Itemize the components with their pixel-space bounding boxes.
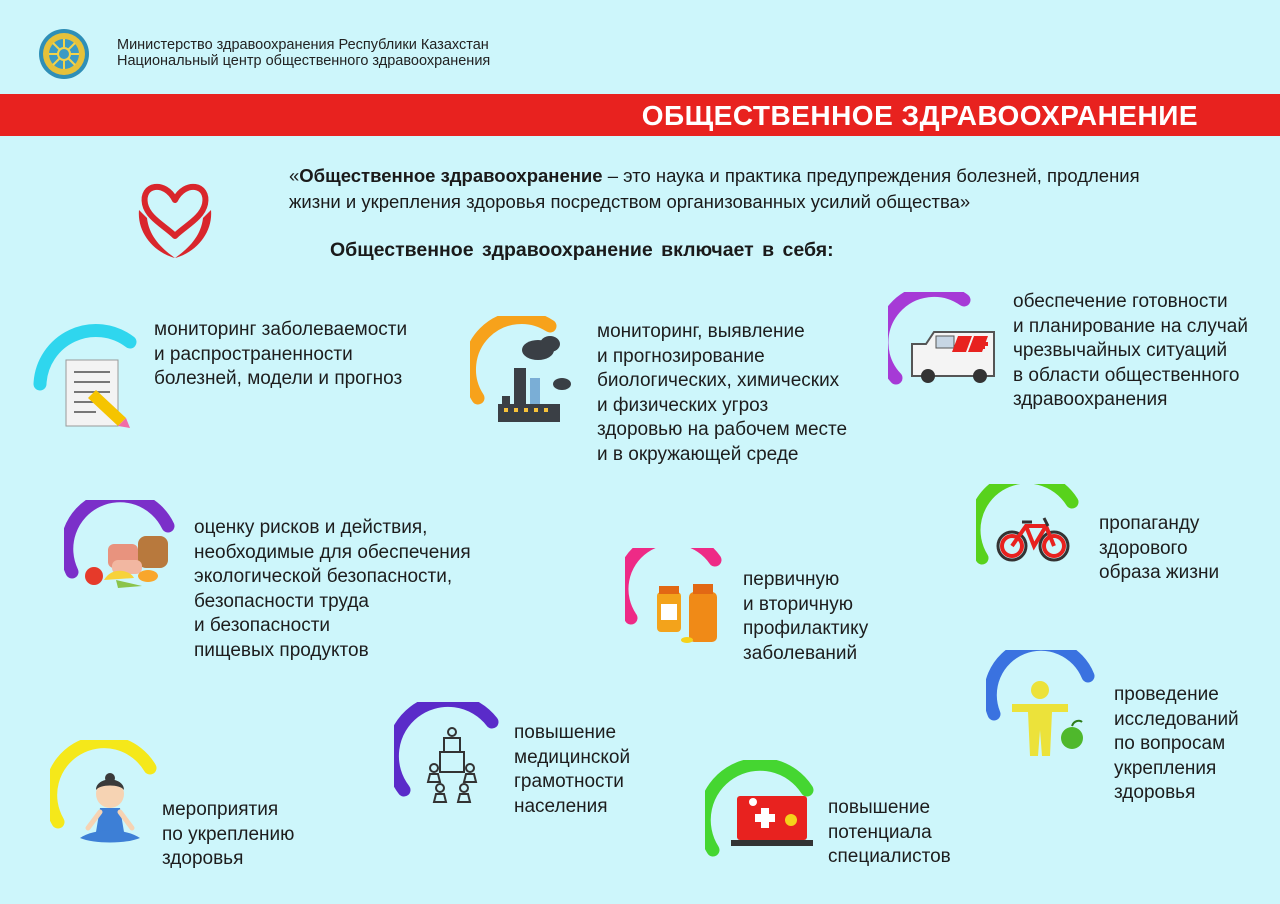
meeting-audience-icon xyxy=(428,728,476,802)
factory-pollution-icon xyxy=(498,336,571,422)
item-promotion-text: мероприятия по укреплению здоровья xyxy=(162,799,295,869)
ambulance-icon xyxy=(912,332,994,383)
item-specialists-icon-group xyxy=(705,760,815,860)
item-risk-icon-group xyxy=(64,500,184,600)
ministry-name: Министерство здравоохранения Республики Казахстан xyxy=(117,37,489,53)
document-pencil-icon xyxy=(66,360,130,428)
human-apple-icon xyxy=(1012,681,1083,756)
medicine-bottles-icon xyxy=(657,584,717,643)
quote-mark: « xyxy=(289,165,300,186)
item-healthy-lifestyle-icon-group xyxy=(976,484,1086,584)
item-prevention-text: первичную и вторичную профилактику заболеваний xyxy=(743,569,869,664)
item-monitoring-text: мониторинг заболеваемости и распространенности болезней, модели и прогноз xyxy=(154,319,408,389)
item-literacy-text: повышение медицинской грамотности населения xyxy=(514,722,631,817)
yoga-girl-icon xyxy=(80,773,140,843)
item-promotion-icon-group xyxy=(50,740,160,860)
banner-title: ОБЩЕСТВЕННОЕ ЗДРАВООХРАНЕНИЕ xyxy=(641,100,1198,131)
item-threats-icon-group xyxy=(470,316,580,426)
item-prevention-icon-group xyxy=(625,548,735,648)
center-name: Национальный центр общественного здравоохранения xyxy=(117,53,491,69)
item-literacy-icon-group xyxy=(394,702,504,812)
definition-term: Общественное здравоохранение xyxy=(299,165,603,186)
item-threats-text: мониторинг, выявление и прогнозирование биологических, химических и физических угроз здоровью на рабочем месте и в окружающей среде xyxy=(597,321,848,465)
item-specialists-text: повышение потенциала специалистов xyxy=(828,797,951,867)
definition-body: – это наука и практика предупреждения болезней, продления жизни и укрепления здоровья посредством организованных усилий общества» xyxy=(289,165,1140,212)
includes-heading: Общественное здравоохранение включает в себя: xyxy=(330,239,834,261)
laptop-medical-icon xyxy=(731,796,813,846)
bicycle-icon xyxy=(998,518,1068,560)
item-healthy-lifestyle-text: пропаганду здорового образа жизни xyxy=(1099,513,1220,583)
header-text xyxy=(117,37,490,69)
item-research-icon-group xyxy=(986,650,1096,760)
item-emergency-text: обеспечение готовности и планирование на случай чрезвычайных ситуаций в области общественного здравоохранения xyxy=(1013,291,1248,410)
food-products-icon xyxy=(85,536,168,588)
kazakhstan-emblem-icon xyxy=(38,28,90,80)
item-risk-text: оценку рисков и действия, необходимые для обеспечения экологической безопасности, безопасности труда и безопасности пищевых продуктов xyxy=(194,517,471,661)
heart-hands-icon xyxy=(135,170,215,260)
item-emergency-icon-group xyxy=(888,292,1008,392)
item-monitoring-icon-group xyxy=(26,312,156,442)
title-banner xyxy=(0,94,1280,136)
item-research-text: проведение исследований по вопросам укрепления здоровья xyxy=(1114,684,1239,803)
definition-text xyxy=(289,163,1169,215)
